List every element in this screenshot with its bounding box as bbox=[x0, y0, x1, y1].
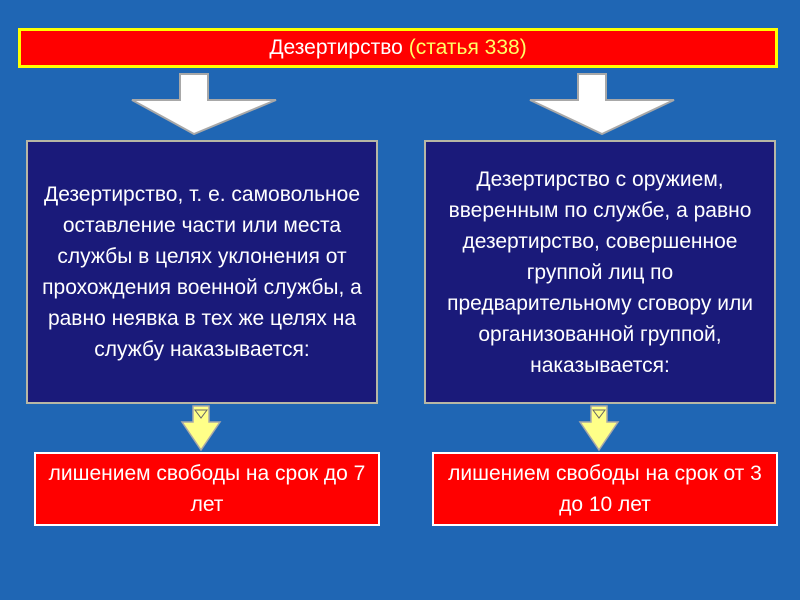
left-punishment-box bbox=[34, 452, 380, 526]
right-punishment-box bbox=[432, 452, 778, 526]
right-definition-text: Дезертирство с оружием, вверенным по службе, а равно дезертирство, совершенное группой лиц по предварительному сговору или организованной группой, наказывается: bbox=[447, 167, 753, 377]
left-punishment-text: лишением свободы на срок до 7 лет bbox=[48, 462, 366, 516]
left-small-arrow-icon bbox=[180, 404, 222, 452]
right-definition-box bbox=[424, 140, 776, 404]
right-punishment-text: лишением свободы на срок от 3 до 10 лет bbox=[448, 462, 762, 516]
title-text: Дезертирство bbox=[269, 36, 403, 59]
right-small-arrow-icon bbox=[578, 404, 620, 452]
title-banner bbox=[18, 28, 778, 68]
title-article: (статья 338) bbox=[408, 36, 527, 59]
left-down-arrow-icon bbox=[128, 72, 280, 136]
right-down-arrow-icon bbox=[526, 72, 678, 136]
left-definition-text: Дезертирство, т. е. самовольное оставление части или места службы в целях уклонения от прохождения военной службы, а равно неявка в тех же целях на службу наказывается: bbox=[42, 183, 362, 361]
left-definition-box bbox=[26, 140, 378, 404]
